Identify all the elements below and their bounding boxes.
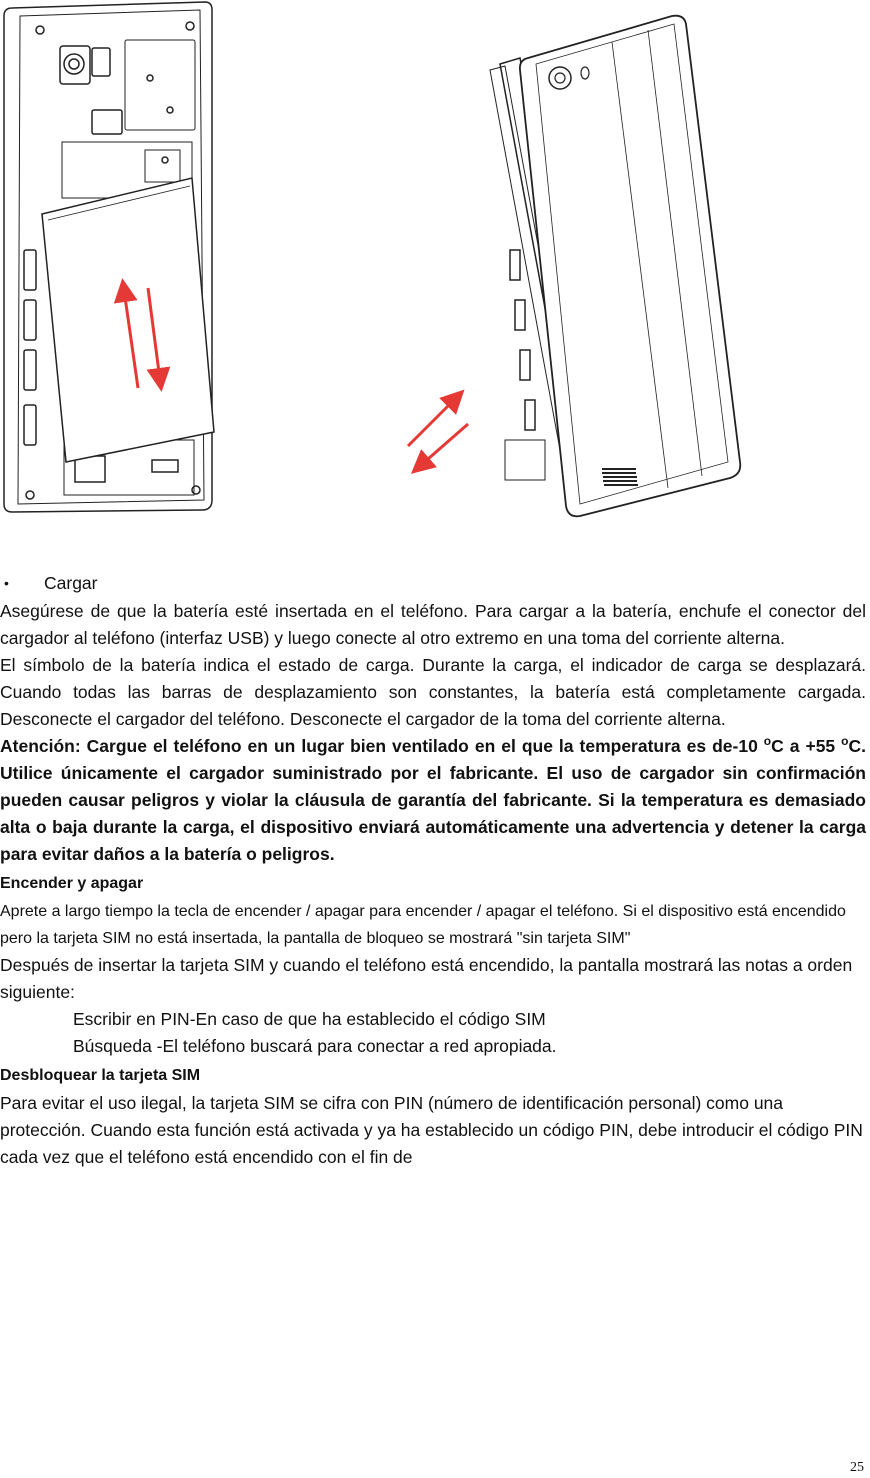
battery-install-illustration bbox=[0, 0, 870, 540]
document-body bbox=[0, 568, 866, 1171]
power-paragraph-1: Aprete a largo tiempo la tecla de encender / apagar para encender / apagar el teléfono. Si el dispositivo está encendido pero la tarjeta SIM no está insertada, la pantalla de bloqueo se mostrará "sin tarjeta SIM" bbox=[0, 903, 846, 947]
degree-symbol-1: o bbox=[763, 734, 772, 748]
charging-paragraph-2: El símbolo de la batería indica el estado de carga. Durante la carga, el indicador de carga se desplazará. Cuando todas las barras de desplazamiento son constantes, la batería está completamente cargada. Desconecte el cargador del teléfono. Desconecte el cargador de la toma del corriente alterna. bbox=[0, 655, 866, 729]
warning-text-b: C a +55 bbox=[771, 736, 842, 756]
charging-bullet bbox=[0, 568, 866, 598]
power-paragraph-2: Después de insertar la tarjeta SIM y cuando el teléfono está encendido, la pantalla mostrará las notas a orden siguiente: bbox=[0, 955, 853, 1002]
cover-arrow-down bbox=[420, 424, 468, 466]
cover-arrow-up bbox=[408, 398, 456, 446]
power-item-search: Búsqueda -El teléfono buscará para conectar a red apropiada. bbox=[73, 1036, 557, 1056]
charging-paragraph-1: Asegúrese de que la batería esté insertada en el teléfono. Para cargar a la batería, enchufe el conector del cargador al teléfono (interfaz USB) y luego conecte al otro extremo en una toma del corriente alterna. bbox=[0, 601, 866, 648]
unlock-paragraph-1: Para evitar el uso ilegal, la tarjeta SIM se cifra con PIN (número de identificación personal) como una protección. Cuando esta función está activada y ya ha establecido un código PIN, debe introducir el código PIN cada vez que el teléfono está encendido con el fin de bbox=[0, 1093, 863, 1167]
power-heading: Encender y apagar bbox=[0, 875, 144, 892]
unlock-heading: Desbloquear la tarjeta SIM bbox=[0, 1067, 201, 1084]
degree-symbol-2: o bbox=[841, 734, 849, 748]
page-number: 25 bbox=[850, 1460, 864, 1475]
warning-text-c: C. Utilice únicamente el cargador suministrado por el fabricante. El uso de cargador sin confirmación pueden causar peligros y violar la cláusula de garantía del fabricante. Si la temperatura es demasiado alta o baja durante la carga, el dispositivo enviará automáticamente una advertencia y detener la carga para evitar daños a la batería o peligros. bbox=[0, 736, 866, 864]
warning-text-a: Atención: Cargue el teléfono en un lugar bien ventilado en el que la temperatura es de-10 bbox=[0, 736, 764, 756]
charging-title: Cargar bbox=[44, 572, 98, 593]
bullet-icon: • bbox=[4, 574, 9, 591]
power-item-pin: Escribir en PIN-En caso de que ha establecido el código SIM bbox=[73, 1009, 546, 1029]
back-cover bbox=[520, 16, 740, 517]
charging-warning bbox=[0, 733, 866, 868]
